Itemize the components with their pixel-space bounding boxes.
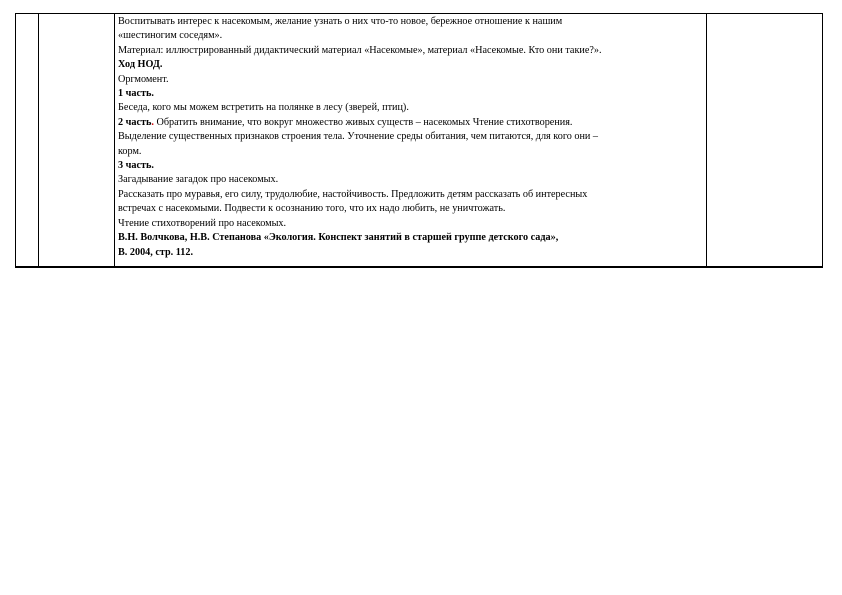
text-line: Загадывание загадок про насекомых. bbox=[118, 174, 279, 186]
heading-line: Ход НОД. bbox=[118, 59, 163, 71]
reference-line: В. 2004, стр. 112. bbox=[118, 246, 194, 258]
notes-cell bbox=[707, 14, 823, 268]
content-cell bbox=[115, 14, 707, 268]
part-2-dot: . bbox=[151, 116, 154, 128]
text-line: встречах с насекомыми. Подвести к осознанию того, что их надо любить, не уничтожать. bbox=[118, 203, 506, 215]
text-line: Беседа, кого мы можем встретить на полянке в лесу (зверей, птиц). bbox=[118, 102, 409, 114]
text-line: Воспитывать интерес к насекомым, желание узнать о них что-то новое, бережное отношение к нашим bbox=[118, 16, 563, 27]
part-2-label: 2 часть bbox=[118, 116, 152, 128]
text-line: Чтение стихотворений про насекомых. bbox=[118, 217, 287, 229]
text-line: Рассказать про муравья, его силу, трудолюбие, настойчивость. Предложить детям рассказать об интересных bbox=[118, 188, 588, 200]
part-heading: 3 часть. bbox=[118, 160, 154, 172]
text-line: корм. bbox=[118, 145, 142, 157]
reference-line: В.Н. Волчкова, Н.В. Степанова «Экология. Конспект занятий в старшей группе детского сада», bbox=[118, 232, 559, 244]
table-row bbox=[16, 14, 823, 268]
number-cell bbox=[16, 14, 39, 268]
lesson-plan-table bbox=[15, 13, 823, 268]
text-line: Выделение существенных признаков строения тела. Уточнение среды обитания, чем питаются, для кого они – bbox=[118, 131, 599, 143]
text-line: Оргмомент. bbox=[118, 73, 169, 85]
part-2-line bbox=[118, 116, 702, 130]
text-line: Материал: иллюстрированный дидактический материал «Насекомые», материал «Насекомые. Кто они такие?». bbox=[118, 44, 602, 56]
part-heading: 1 часть. bbox=[118, 88, 154, 100]
topic-cell bbox=[39, 14, 115, 268]
part-2-text: Обратить внимание, что вокруг множество живых существ – насекомых Чтение стихотворения. bbox=[153, 116, 573, 128]
text-line: «шестиногим соседям». bbox=[118, 30, 223, 42]
